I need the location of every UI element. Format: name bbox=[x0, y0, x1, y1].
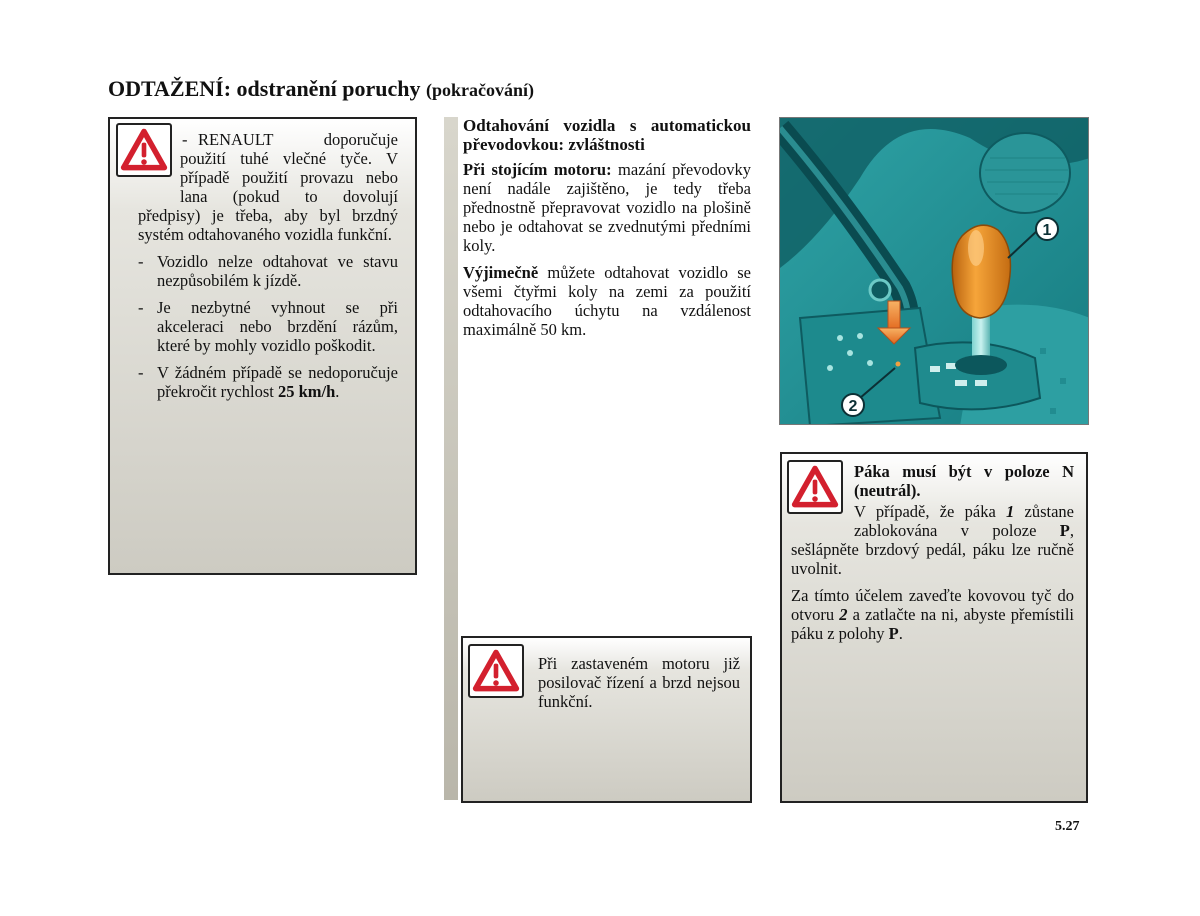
paragraph-engine-stopped: Při stojícím motoru: mazání převodovky není nadále zajištěno, je tedy třeba přednostně přepravovat vozidlo na plošině nebo je odtahovat se zvednutými předními koly. bbox=[463, 160, 751, 255]
list-item: - V žádném případě se nedoporučuje překročit rychlost 25 km/h. bbox=[138, 363, 398, 401]
paragraph-metal-rod: Za tímto účelem zaveďte kovovou tyč do otvoru 2 a zatlačte na ni, abyste přemístili páku z polohy P. bbox=[791, 586, 1074, 643]
paragraph-exceptionally: Výjimečně můžete odtahovat vozidlo se všemi čtyřmi koly na zemi za použití odtahovacího úchytu na vzdálenost maximálně 50 km. bbox=[463, 263, 751, 339]
lever-number: 1 bbox=[1006, 502, 1015, 521]
section-heading: Odtahování vozidla s automatickou převodovkou: zvláštnosti bbox=[463, 116, 751, 154]
gear-selector-photo bbox=[779, 117, 1089, 425]
towing-bar-recommendation: RENAULT doporučuje použití tuhé vlečné tyče. V případě použití provazu nebo lana (pokud to dovolují předpisy) je třeba, aby byl brzdný systém odtahovaného vozidla funkční. bbox=[138, 130, 398, 244]
page-title-main: ODTAŽENÍ: odstranění poruchy bbox=[108, 76, 421, 101]
paragraph-lever-blocked: V případě, že páka 1 zůstane zablokována v poloze P, sešlápněte brzdový pedál, páku lze ručně uvolnit. bbox=[791, 502, 1074, 578]
list-item-text: Je nezbytné vyhnout se při akceleraci nebo brzdění rázům, které by mohly vozidlo poškodit. bbox=[157, 298, 398, 355]
speed-limit: 25 km/h bbox=[277, 382, 336, 401]
list-item-text: Vozidlo nelze odtahovat ve stavu nezpůsobilém k jízdě. bbox=[157, 252, 398, 290]
hole-number: 2 bbox=[839, 605, 848, 624]
callout-1: 1 bbox=[1042, 222, 1052, 239]
neutral-position-heading: Páka musí být v poloze N (neutrál). bbox=[854, 462, 1074, 500]
list-item-text: V žádném případě se nedoporučuje překročit rychlost bbox=[157, 363, 398, 401]
power-steering-warning: Při zastaveném motoru již posilovač řízení a brzd nejsou funkční. bbox=[538, 654, 740, 711]
page-number: 5.27 bbox=[1055, 819, 1080, 834]
callout-2: 2 bbox=[848, 398, 858, 415]
intro-dash: - bbox=[182, 130, 188, 149]
list-item: - Je nezbytné vyhnout se při akceleraci nebo brzdění rázům, které by mohly vozidlo poškodit. bbox=[138, 298, 398, 355]
page-title-continued: (pokračování) bbox=[426, 80, 535, 100]
right-warning-box bbox=[780, 452, 1088, 803]
warning-triangle-icon bbox=[468, 644, 524, 698]
middle-warning-box bbox=[461, 636, 752, 803]
page-title bbox=[108, 76, 534, 102]
list-item: - Vozidlo nelze odtahovat ve stavu nezpůsobilém k jízdě. bbox=[138, 252, 398, 290]
left-warning-box bbox=[108, 117, 417, 575]
middle-column bbox=[463, 116, 751, 347]
column-divider bbox=[444, 117, 458, 800]
